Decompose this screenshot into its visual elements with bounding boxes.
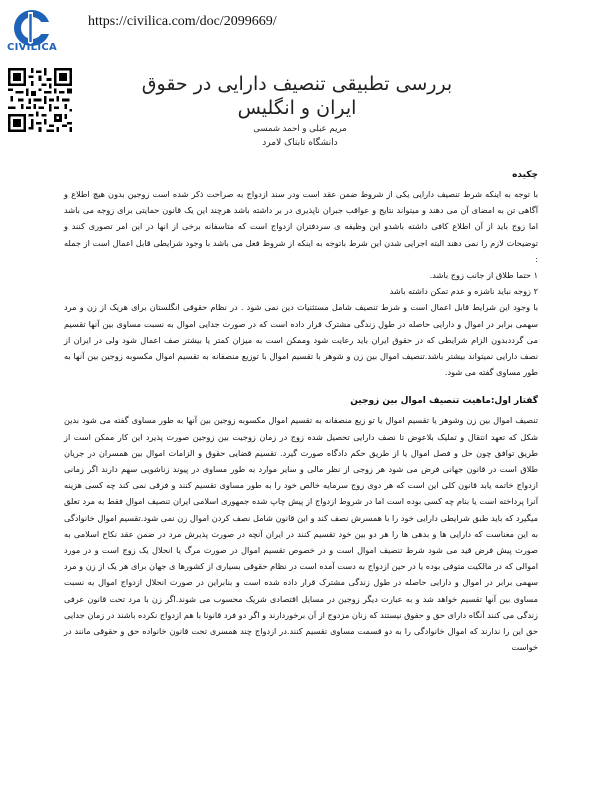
civilica-logo[interactable] — [6, 8, 58, 64]
abstract-list-item: ۲ زوجه نباید ناشزه و عدم تمکن داشته باشد — [389, 286, 538, 297]
abstract-body: با وجود این شرایط قابل اعمال است و شرط تنصیف شامل مستثنیات دین نمی شود . در نظام حقوقی انگلستان برای هریک از زن و مرد سهمی برابر در اموال و دارایی حاصله در طول زندگی مشترک قرار داده است که در صورت جدایی اموال به نسبت مساوی بین آنها تقسیم می گرددبدون الزام شرایطی که در حقوق ایران باید رعایت شود وممکن است به میزان کمتر یا بیشتر صف اعمال شود ولی در ایران از نصف دارایی نمیتواند بیشتر باشد.تنصیف اموال بین زن و شوهر با تقسیم اموال با توزیع منصفانه به تقسیم اموال مکسوبه زوجین بین آنها به طور مساوی گفته می شود. — [64, 302, 538, 378]
section1-body: تنصیف اموال بین زن وشوهر یا تقسیم اموال یا تو زیع منصفانه به تقسیم اموال مکسوبه زوجین بین آنها به طور مساوی گفته می شود بدین شکل که تعهد انتقال و تملیک بلاعوض تا نصف دارایی تحصیل شده زوج در زمان زوجیت بین زوجین صورت پذیرد این کار ممکن است از طریق توافق چون حل و فصل اموال یا از طریق حکم دادگاه صورت گیرد. تقسیم قضایی حقوق و الزامات اموال بین همسران در جریان طلاق است در قانون جهانی فرض می شود هر زوجی از نظر مالی و سایر موارد به طور مساوی در پیوند زناشویی سهم دارند اگر زمانی ازدواج خاتمه یابد قانون کلی این است که هر دوی زوج سرمایه خالص خود را به طور مساوی تقسیم کنند و فرقی نمی کند چه کسی هزینه آنرا پرداخته است یا بنام چه کسی بوده است اما در شروط ازدواج از پیش چاپ شده جمهوری اسلامی ایران تنصیف اموال فقط به مرد تعلق میگیرد که باید طبق شرایطی دارایی خود را با همسرش نصف کند و این قانون شامل نصف کردن اموال زن نمی شود.تقسیم اموال خانوادگی به این معناست که دارایی ها و بدهی ها را هر دو بین خود تقسیم کنند در ایران آنچه در صورت پذیرش مرد در ضمن عقد نکاح اسلامی به صورت پیش فرض قید می شود شرط تنصیف اموال است و در خصوص تقسیم اموال در صورت مرگ یا انحلال یک زوج است و در مورد اموالی که در مالکیت متوفی بوده یا در حین ازدواج به دست آمده است در نظام حقوقی بسیاری از کشورها ی جهان برای هر یک از زن و مرد سهمی برابر در اموال و دارایی حاصله در طول زندگی مشترک قرار داده شده است و بنابراین در صورت انحلال ازدواج اموال به نسبت مساوی بین آنها تقسیم خواهد شد و به عبارت دیگر زوجین در مسایل اقتصادی شریک محسوب می شوند.اگر زن با مرد تحت قانون عرفی زندگی می کنند آنگاه دارای حق و حقوق نیستند که زنان مزدوج از آن برخوردارند و اگر دو فرد قانونا با هم ازدواج نکرده باشند در زمان جدایی حق این را ندارند که اموال خانوادگی را به دو قسمت مساوی تقسیم کنند.در ازدواج چند همسری تحت قانون خانواده حق و حقوقی مانند در خواست — [64, 415, 538, 653]
paper-affiliation: دانشگاه تابناک لامرد — [262, 138, 338, 148]
section1-heading: گفتار اول:ماهیت تنصیف اموال بین زوجین — [350, 396, 538, 407]
paper-body — [64, 168, 538, 655]
abstract-heading: چکیده — [512, 170, 538, 180]
paper-title-line1: بررسی تطبیقی تنصیف دارایی در حقوق — [141, 73, 453, 95]
paper-title — [82, 72, 512, 120]
abstract-list-item: ۱ حتما طلاق از جانب زوج باشد. — [429, 270, 538, 281]
document-url[interactable]: https://civilica.com/doc/2099669/ — [88, 14, 277, 29]
paper-title-line2: ایران و انگلیس — [237, 97, 357, 119]
section-spacer — [64, 380, 538, 394]
qr-code-icon — [8, 68, 72, 132]
logo-text: CIVILICA — [6, 42, 58, 53]
abstract-intro: با توجه به اینکه شرط تنصیف دارایی یکی از شروط ضمن عقد است ودر سند ازدواج به صراحت ذکر شده است زوجین بدون هیچ اطلاع و آگاهی تن به امضای آن می دهند و میتواند نتایج و عواقب جبران ناپذیری در بر داشته باشد هرچند این یک قانون حمایتی برای زوجه می باشد اما زوج باید از آن اطلاع کافی داشته باشدو این وظیفه ی سردفتران ازدواج است که متاسفانه برخی از انها در این امر تصوری کنند و توضیحات لازم را نمی دهند البته اجرایی شدن این شرط باتوجه به اینکه از شروط فعل می باشد با وجود شرایطی قابل اعمال است از جمله : — [64, 189, 538, 264]
paper-authors: مریم عبلی و احمد شمسی — [253, 124, 347, 134]
